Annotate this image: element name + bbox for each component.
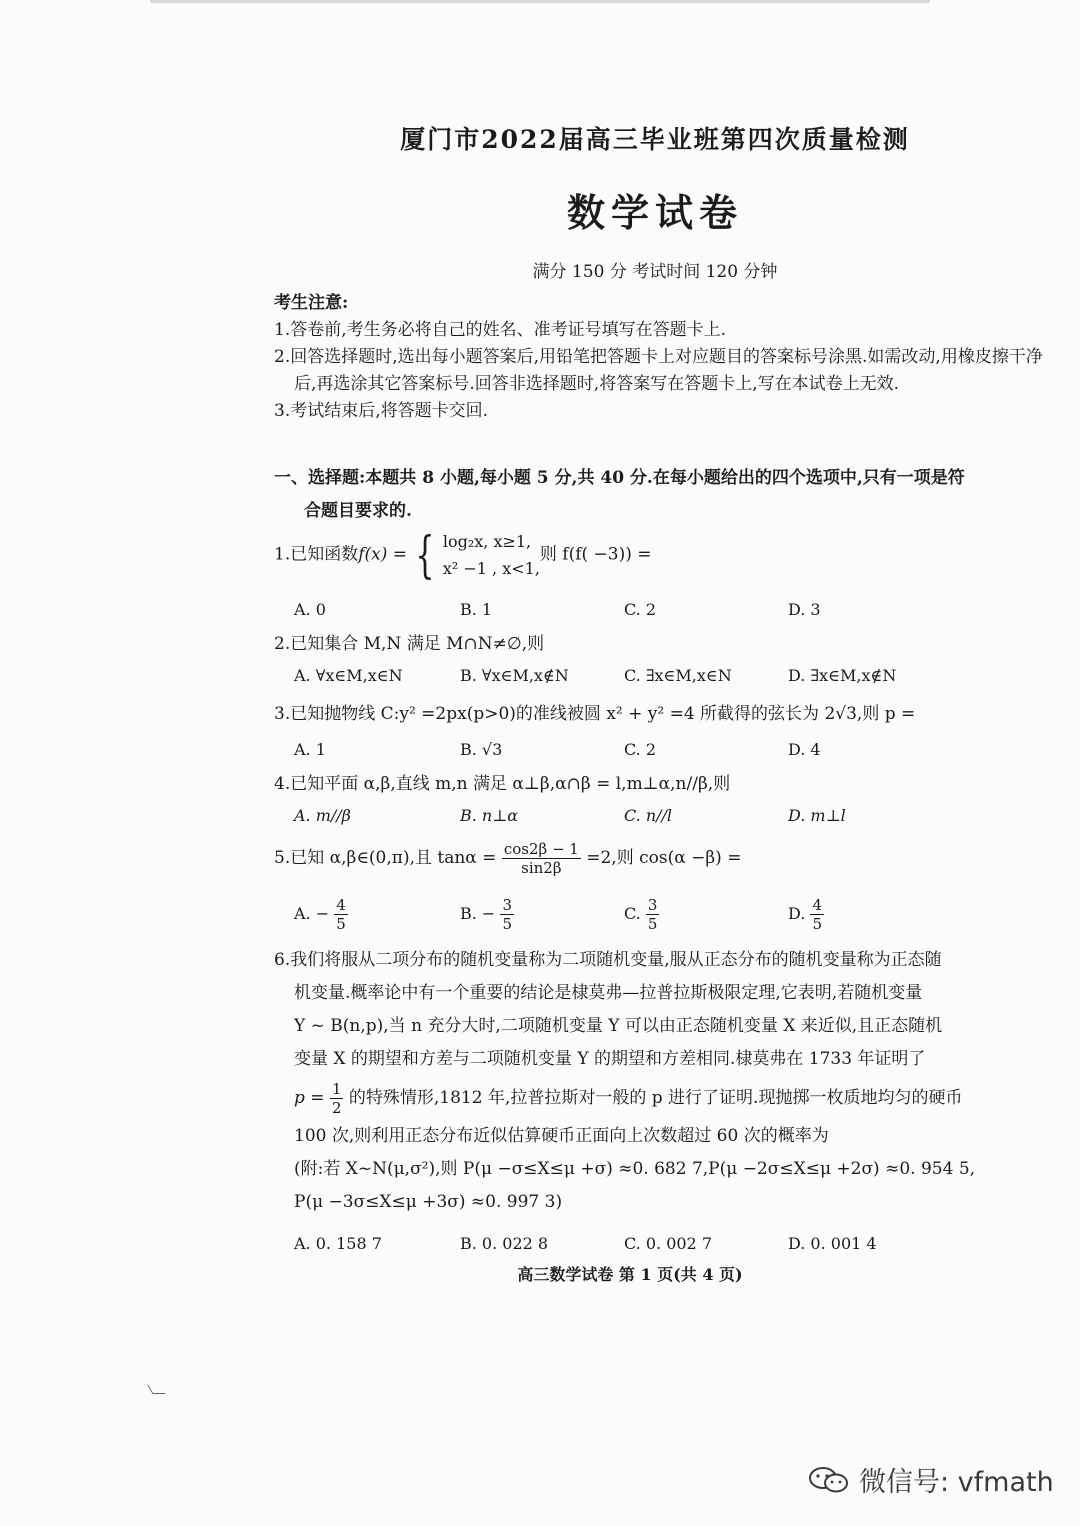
q6-half-num: 1 xyxy=(331,1080,342,1098)
question-1 xyxy=(274,528,1044,582)
q5-option-a-label: A. − xyxy=(294,904,330,923)
q1-option-d[interactable]: D. 3 xyxy=(788,600,821,619)
q3-option-a[interactable]: A. 1 xyxy=(294,740,326,759)
q5-option-c[interactable] xyxy=(624,896,659,933)
q1-prefix: 1.已知函数 xyxy=(274,544,359,565)
q2-option-d[interactable]: D. ∃x∈M,x∉N xyxy=(788,666,897,685)
q5-option-c-num: 3 xyxy=(647,896,658,914)
q5-suffix: =2,则 cos(α −β) = xyxy=(586,848,742,868)
q5-option-a-frac xyxy=(334,896,348,933)
q1-case-2: x² −1 , x<1, xyxy=(442,559,540,578)
q6-p-eq: p = xyxy=(294,1088,325,1108)
q6-line-5-text: 的特殊情形,1812 年,拉普拉斯对一般的 p 进行了证明.现抛掷一枚质地均匀的硬币 xyxy=(348,1088,963,1108)
q5-option-b-frac xyxy=(500,896,514,933)
scan-edge xyxy=(150,0,930,3)
q6-option-b[interactable]: B. 0. 022 8 xyxy=(460,1234,549,1253)
q4-option-b[interactable]: B. n⊥α xyxy=(460,806,519,825)
q5-option-a[interactable] xyxy=(294,896,348,933)
q4-option-a[interactable]: A. m//β xyxy=(294,806,351,825)
q6-line-1: 6.我们将服从二项分布的随机变量称为二项随机变量,服从正态分布的随机变量称为正态随 xyxy=(274,950,942,970)
scan-mark xyxy=(147,1385,165,1394)
q5-option-c-den: 5 xyxy=(647,915,658,933)
notice-item-2: 2.回答选择题时,选出每小题答案后,用铅笔把答题卡上对应题目的答案标号涂黑.如需改动,用橡皮擦干净后,再选涂其它答案标号.回答非选择题时,将答案写在答题卡上,写在本试卷上无效. xyxy=(274,347,1043,394)
wechat-icon xyxy=(805,1465,853,1495)
watermark xyxy=(805,1460,1054,1499)
q1-option-c[interactable]: C. 2 xyxy=(624,600,657,619)
q5-option-b[interactable] xyxy=(460,896,514,933)
q1-option-b[interactable]: B. 1 xyxy=(460,600,493,619)
exam-meta: 满分 150 分 考试时间 120 分钟 xyxy=(532,262,778,282)
page-footer xyxy=(0,1262,1080,1285)
q5-fraction-den: sin2β xyxy=(521,859,562,877)
page-footer-text: 高三数学试卷 第 1 页(共 4 页) xyxy=(517,1265,743,1284)
q6-line-2: 机变量.概率论中有一个重要的结论是棣莫弗—拉普拉斯极限定理,它表明,若随机变量 xyxy=(294,983,923,1003)
q1-suffix: 则 f(f( −3)) = xyxy=(539,544,652,565)
question-2: 2.已知集合 M,N 满足 M∩N≠∅,则 xyxy=(274,634,545,654)
q5-option-d-num: 4 xyxy=(812,896,822,914)
q2-option-b[interactable]: B. ∀x∈M,x∉N xyxy=(460,666,569,685)
q6-line-7: (附:若 X~N(μ,σ²),则 P(μ −σ≤X≤μ +σ) ≈0. 682 7,P(μ −2σ≤X≤μ +2σ) ≈0. 954 5, xyxy=(294,1159,976,1179)
q3-option-c[interactable]: C. 2 xyxy=(624,740,657,759)
q5-fraction xyxy=(502,840,581,877)
q5-prefix: 5.已知 α,β∈(0,π),且 tanα = xyxy=(274,848,497,868)
q1-brace: { xyxy=(415,526,435,584)
question-6 xyxy=(274,944,1044,1219)
q5-option-b-den: 5 xyxy=(502,915,512,933)
q5-option-d-frac xyxy=(810,896,824,933)
question-3: 3.已知抛物线 C:y² =2px(p>0)的准线被圆 x² + y² =4 所截得的弦长为 2√3,则 p = xyxy=(274,704,916,724)
section-heading xyxy=(274,462,1044,528)
q5-option-c-frac xyxy=(646,896,660,933)
q6-line-3: Y ~ B(n,p),当 n 充分大时,二项随机变量 Y 可以由正态随机变量 X 来近似,且正态随机 xyxy=(294,1016,943,1036)
question-5 xyxy=(274,840,1044,877)
q3-option-b[interactable]: B. √3 xyxy=(460,740,503,759)
q6-line-6: 100 次,则利用正态分布近似估算硬币正面向上次数超过 60 次的概率为 xyxy=(294,1126,829,1146)
q5-option-b-label: B. − xyxy=(460,904,496,923)
q1-option-a[interactable]: A. 0 xyxy=(294,600,326,619)
exam-title: 厦门市2022届高三毕业班第四次质量检测 xyxy=(400,125,910,154)
q6-half-den: 2 xyxy=(331,1099,342,1117)
q5-option-b-num: 3 xyxy=(502,896,512,914)
q3-option-d[interactable]: D. 4 xyxy=(788,740,821,759)
section-heading-line2: 合题目要求的. xyxy=(304,501,412,521)
q5-option-a-den: 5 xyxy=(336,915,346,933)
question-4: 4.已知平面 α,β,直线 m,n 满足 α⊥β,α∩β = l,m⊥α,n//β,则 xyxy=(274,774,731,794)
q6-line-4: 变量 X 的期望和方差与二项随机变量 Y 的期望和方差相同.棣莫弗在 1733 年证明了 xyxy=(294,1049,926,1069)
watermark-text: 微信号: vfmath xyxy=(859,1467,1054,1498)
q5-option-c-label: C. xyxy=(624,904,641,923)
q6-line-8: P(μ −3σ≤X≤μ +3σ) ≈0. 997 3) xyxy=(294,1192,563,1212)
q6-option-d[interactable]: D. 0. 001 4 xyxy=(788,1234,877,1253)
q2-option-a[interactable]: A. ∀x∈M,x∈N xyxy=(294,666,403,685)
q1-case-1: log₂x, x≥1, xyxy=(442,532,532,551)
q6-half xyxy=(330,1080,344,1117)
q6-option-a[interactable]: A. 0. 158 7 xyxy=(294,1234,382,1253)
notice-item-3: 3.考试结束后,将答题卡交回. xyxy=(274,401,489,421)
q2-option-c[interactable]: C. ∃x∈M,x∈N xyxy=(624,666,732,685)
q4-option-d[interactable]: D. m⊥l xyxy=(788,806,846,825)
notice-block xyxy=(274,290,1044,425)
section-heading-line1: 一、选择题:本题共 8 小题,每小题 5 分,共 40 分.在每小题给出的四个选项中,只有一项是符 xyxy=(274,468,965,488)
q5-option-d[interactable] xyxy=(788,896,824,933)
q5-option-a-num: 4 xyxy=(336,896,346,914)
notice-item-1: 1.答卷前,考生务必将自己的姓名、准考证号填写在答题卡上. xyxy=(274,320,727,340)
q1-cases xyxy=(443,528,540,582)
notice-heading: 考生注意: xyxy=(274,293,349,313)
q5-option-d-label: D. xyxy=(788,904,806,923)
q5-option-d-den: 5 xyxy=(812,915,822,933)
q6-option-c[interactable]: C. 0. 002 7 xyxy=(624,1234,712,1253)
q4-option-c[interactable]: C. n//l xyxy=(624,806,673,825)
exam-subject: 数学试卷 xyxy=(566,190,743,235)
q5-fraction-num: cos2β − 1 xyxy=(503,840,579,858)
q1-fx: f(x) = xyxy=(358,544,408,565)
q6-line-5 xyxy=(274,1076,1044,1120)
exam-header xyxy=(0,120,1080,282)
